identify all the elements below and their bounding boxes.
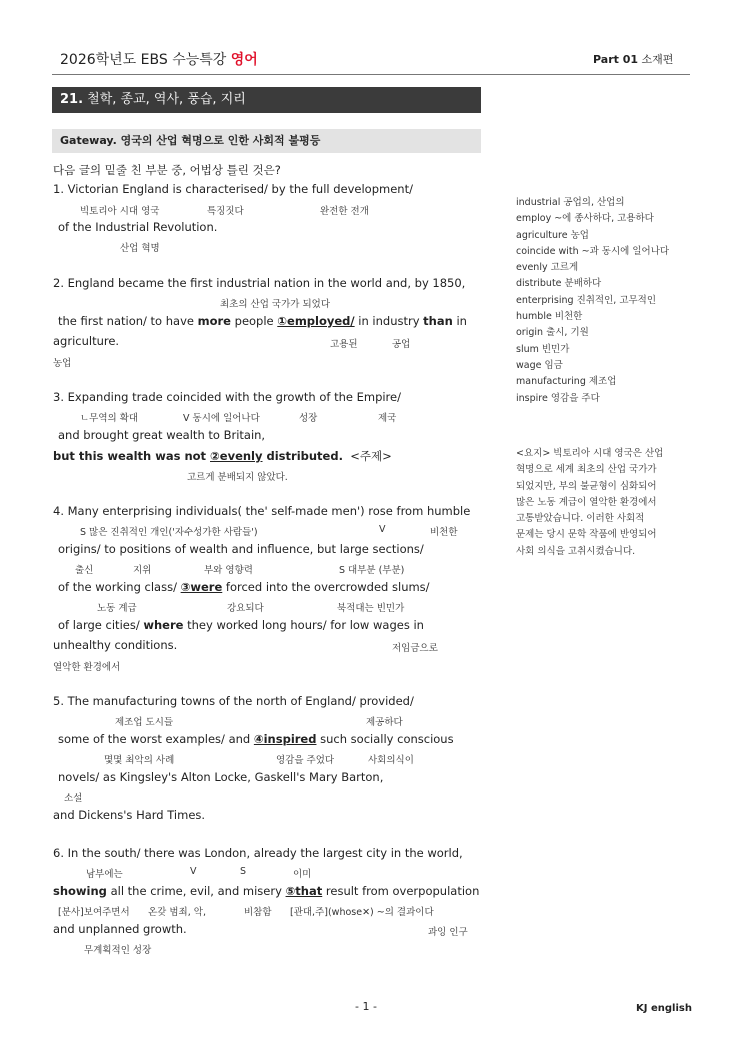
vocab-item: evenly 고르게 [516, 262, 579, 274]
summary-line: <요지> 빅토리아 시대 영국은 산업 [516, 448, 664, 459]
vocab-item: humble 비천한 [516, 311, 583, 323]
s6-gloss: 과잉 인구 [428, 927, 468, 938]
s5-line2: some of the worst examples/ and ④inspired such socially conscious [58, 732, 454, 746]
vocab-item: agriculture 농업 [516, 229, 589, 241]
s6-gloss: 이미 [293, 869, 312, 880]
s4-gloss: 북적대는 빈민가 [337, 603, 405, 614]
s3-gloss: ㄴ무역의 확대 [80, 413, 139, 424]
s6-gloss: 온갖 범죄, 악, [148, 907, 206, 918]
s3-gloss: V 동시에 일어나다 [183, 413, 260, 424]
s1-line1: 1. Victorian England is characterised/ by the full development/ [53, 182, 413, 196]
s3-gloss: 제국 [378, 413, 397, 424]
s1-line2: of the Industrial Revolution. [58, 220, 218, 234]
s3-gloss: 고르게 분배되지 않았다. [187, 472, 288, 483]
summary-line: 혁명으로 세계 최초의 산업 국가가 [516, 464, 657, 476]
s5-gloss: 소설 [64, 793, 83, 804]
section-title: 철학, 종교, 역사, 풍습, 지리 [87, 92, 246, 107]
s2-gloss: 공업 [392, 339, 411, 350]
s1-gloss: 완전한 전개 [320, 206, 369, 217]
s6-gloss: S [240, 866, 247, 877]
s4-line5: unhealthy conditions. [53, 638, 178, 652]
s5-line3: novels/ as Kingsley's Alton Locke, Gaskell's Mary Barton, [58, 770, 384, 784]
s4-gloss: 노동 계급 [97, 603, 137, 614]
s4-gloss: V [379, 524, 386, 535]
s4-gloss: 강요되다 [227, 603, 264, 614]
s4-line2: origins/ to positions of wealth and influence, but large sections/ [58, 542, 424, 556]
summary-line: 사회 의식을 고취시켰습니다. [516, 545, 636, 557]
s2-gloss: 최초의 산업 국가가 되었다 [220, 299, 331, 310]
s4-gloss: 열악한 환경에서 [53, 662, 121, 673]
summary-box [516, 446, 663, 560]
page-number: - 1 - [355, 1000, 377, 1013]
s3-line1: 3. Expanding trade coincided with the growth of the Empire/ [53, 390, 401, 404]
vocab-item: enterprising 진취적인, 고무적인 [516, 294, 657, 306]
s4-line4: of large cities/ where they worked long hours/ for low wages in [58, 618, 424, 632]
header-subject: 영어 [230, 52, 258, 68]
s6-gloss: 비참함 [244, 907, 272, 918]
footer-brand: KJ english [636, 1003, 692, 1014]
vocab-item: manufacturing 제조업 [516, 376, 617, 388]
s3-line3: but this wealth was not ②evenly distributed. <주제> [53, 449, 392, 463]
vocab-item: wage 임금 [516, 359, 563, 371]
s4-gloss: 출신 [75, 565, 94, 576]
vocab-item: inspire 영감을 주다 [516, 392, 600, 404]
s2-line2: the first nation/ to have more people ①employed/ in industry than in [58, 314, 467, 328]
section-title-bar [52, 87, 481, 113]
s6-line1: 6. In the south/ there was London, already the largest city in the world, [53, 846, 463, 860]
vocab-item: origin 출시, 기원 [516, 327, 589, 339]
s2-line3: agriculture. [53, 334, 120, 348]
header-title: 2026학년도 EBS 수능특강 영어 [60, 52, 258, 68]
underlined-choice-1: ①employed/ [277, 314, 355, 328]
s4-gloss: S 대부분 (부분) [339, 565, 405, 576]
s6-gloss: [분사]보여주면서 [58, 907, 130, 918]
vocab-item: coincide with ~과 동시에 일어나다 [516, 245, 670, 257]
s6-gloss: V [190, 866, 197, 877]
underlined-choice-3: ③were [180, 580, 223, 594]
underlined-choice-2: ②evenly [210, 449, 263, 463]
summary-line: 되었지만, 부의 불균형이 심화되어 [516, 480, 657, 492]
s5-line4: and Dickens's Hard Times. [53, 808, 206, 822]
s5-gloss: 사회의식이 [368, 755, 414, 766]
s4-gloss: 비천한 [430, 527, 458, 538]
summary-line: 문제는 당시 문학 작품에 반영되어 [516, 529, 657, 541]
s5-gloss: 몇몇 최악의 사례 [104, 755, 175, 766]
s2-gloss: 농업 [53, 358, 72, 369]
header-part: Part 01 소재편 [593, 53, 674, 66]
header-divider [52, 74, 690, 75]
s2-line1: 2. England became the first industrial nation in the world and, by 1850, [53, 276, 466, 290]
s1-gloss: 산업 혁명 [120, 243, 160, 254]
s4-gloss: S 많은 진취적인 개인('자수성가한 사람들') [80, 527, 258, 538]
underlined-choice-4: ④inspired [253, 732, 317, 746]
s5-line1: 5. The manufacturing towns of the north of England/ provided/ [53, 694, 414, 708]
vocab-item: slum 빈민가 [516, 343, 570, 355]
section-number: 21. [60, 92, 84, 107]
s1-gloss: 특징짓다 [207, 206, 244, 217]
s4-gloss: 부와 영향력 [204, 565, 253, 576]
s6-gloss: 무계획적인 성장 [84, 945, 152, 956]
vocab-item: industrial 공업의, 산업의 [516, 197, 625, 208]
s4-gloss: 저임금으로 [392, 643, 438, 654]
vocab-item: employ ~에 종사하다, 고용하다 [516, 213, 654, 225]
s4-line1: 4. Many enterprising individuals( the' self-made men') rose from humble [53, 504, 471, 518]
s6-line2: showing all the crime, evil, and misery ⑤that result from overpopulation [53, 884, 480, 898]
underlined-choice-5: ⑤that [285, 884, 323, 898]
s1-gloss: 빅토리아 시대 영국 [80, 206, 160, 217]
s6-gloss: 남부에는 [86, 869, 123, 880]
s4-gloss: 지위 [133, 565, 152, 576]
s5-gloss: 영감을 주었다 [276, 755, 335, 766]
s6-line3: and unplanned growth. [53, 922, 187, 936]
s4-line3: of the working class/ ③were forced into the overcrowded slums/ [58, 580, 430, 594]
summary-line: 많은 노동 계급이 열악한 환경에서 [516, 496, 657, 508]
gateway-title: Gateway. 영국의 산업 혁명으로 인한 사회적 불평등 [52, 129, 481, 153]
s6-gloss: [관대,주](whose✕) ~의 결과이다 [290, 907, 434, 918]
question-prompt: 다음 글의 밑줄 친 부분 중, 어법상 틀린 것은? [53, 163, 281, 177]
summary-line: 고통받았습니다. 이러한 사회적 [516, 513, 645, 525]
s5-gloss: 제조업 도시들 [115, 717, 174, 728]
vocab-item: distribute 분배하다 [516, 278, 602, 290]
s3-line2: and brought great wealth to Britain, [58, 428, 266, 442]
s3-gloss: 성장 [299, 413, 318, 424]
s5-gloss: 제공하다 [366, 717, 403, 728]
s2-gloss: 고용된 [330, 339, 358, 350]
vocab-list [516, 195, 669, 407]
